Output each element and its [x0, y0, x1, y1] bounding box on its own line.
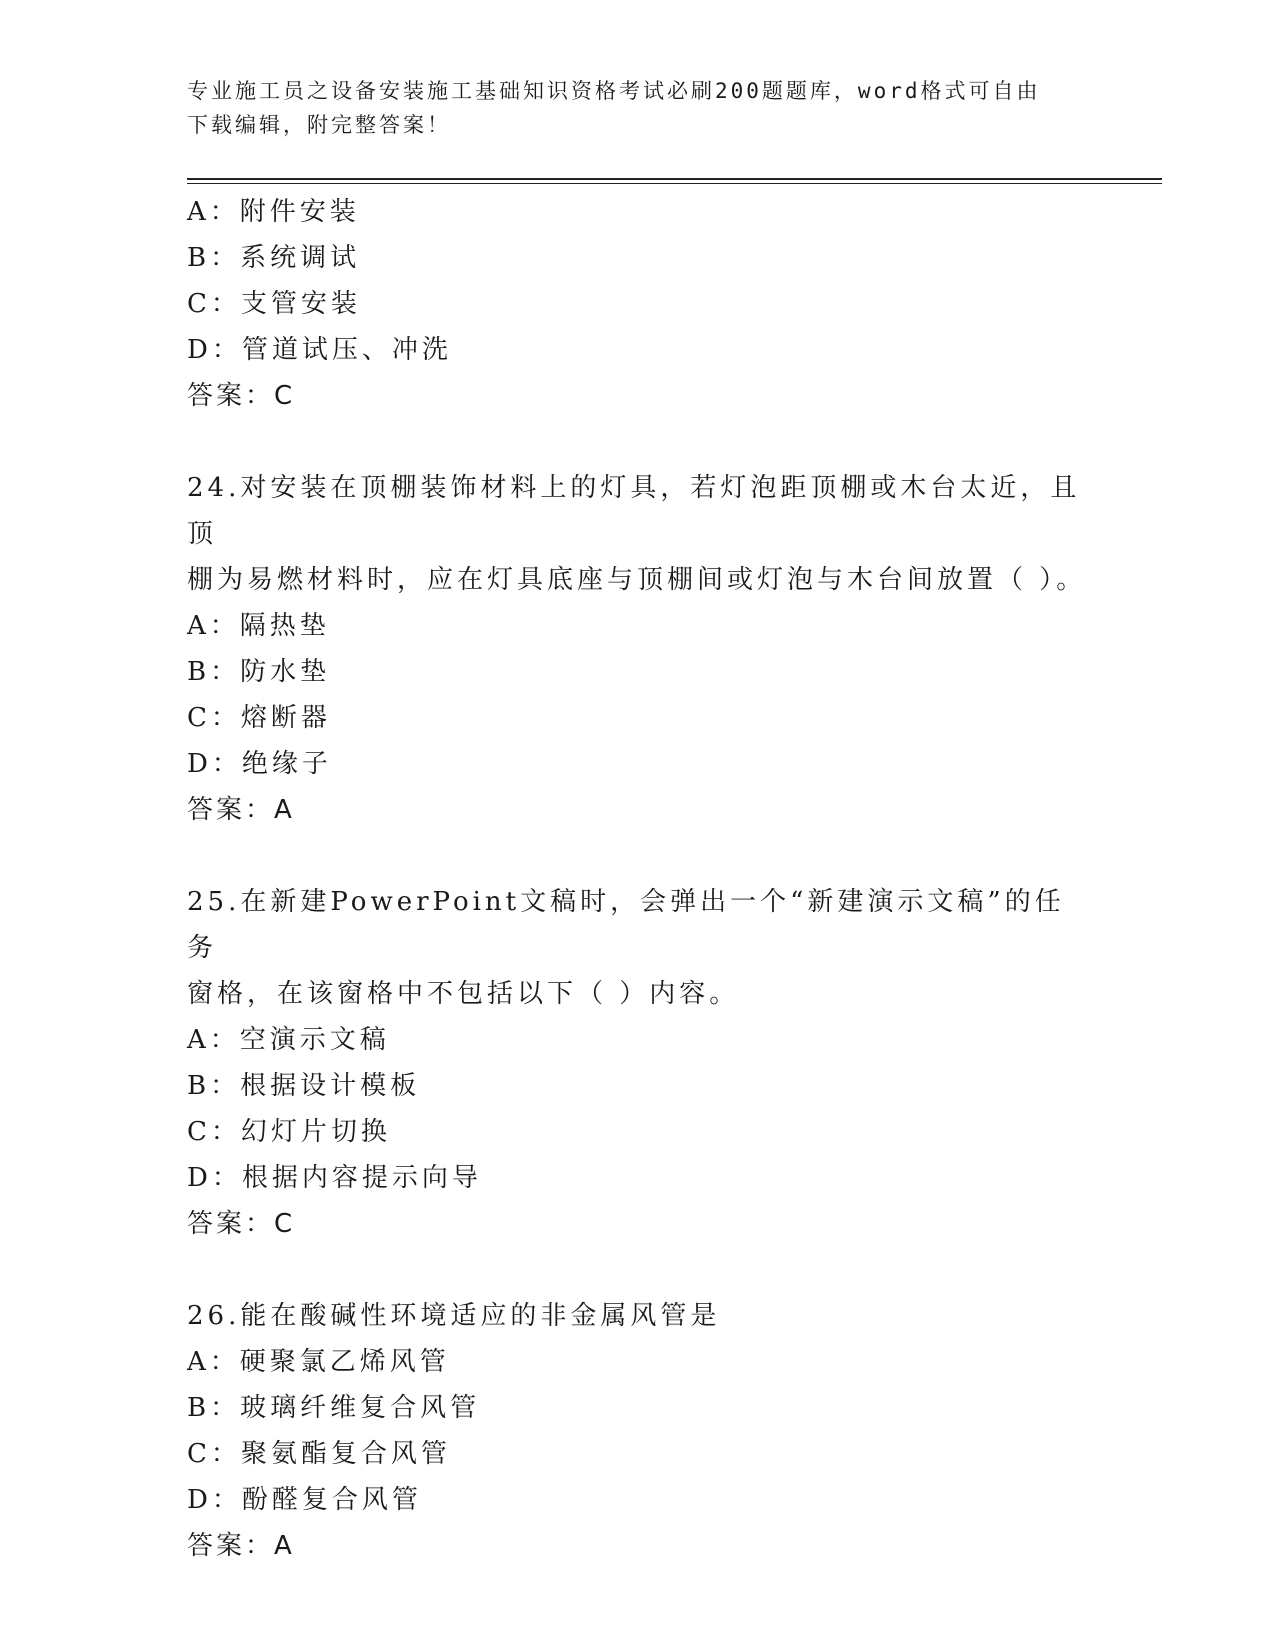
option-b: B：根据设计模板 [187, 1071, 421, 1101]
option-c: C：聚氨酯复合风管 [187, 1439, 451, 1469]
header-line-2: 下载编辑，附完整答案！ [187, 113, 451, 137]
question-text-line-1: 25.在新建PowerPoint文稿时，会弹出一个“新建演示文稿”的任务 [187, 887, 1065, 963]
question-26-block [187, 1293, 1087, 1569]
option-a: A：空演示文稿 [187, 1025, 390, 1055]
document-body [187, 189, 1087, 1569]
question-text-line-1: 24.对安装在顶棚装饰材料上的灯具，若灯泡距顶棚或木台太近，且顶 [187, 473, 1081, 549]
option-b: B：系统调试 [187, 243, 361, 273]
option-a: A：硬聚氯乙烯风管 [187, 1347, 450, 1377]
header-divider-thick [187, 178, 1162, 180]
header-line-1: 专业施工员之设备安装施工基础知识资格考试必刷200题题库，word格式可自由 [187, 79, 1041, 103]
option-d: D：管道试压、冲洗 [187, 335, 452, 365]
question-text-line-1: 26.能在酸碱性环境适应的非金属风管是 [187, 1301, 721, 1331]
question-24-block [187, 465, 1087, 833]
answer-line: 答案：C [187, 381, 296, 411]
option-d: D：绝缘子 [187, 749, 332, 779]
answer-line: 答案：A [187, 795, 295, 825]
option-b: B：防水垫 [187, 657, 331, 687]
option-a: A：附件安装 [187, 197, 360, 227]
option-c: C：幻灯片切换 [187, 1117, 391, 1147]
header-divider-thin [187, 183, 1162, 184]
answer-line: 答案：A [187, 1531, 295, 1561]
document-header [187, 74, 1087, 142]
question-25-block [187, 879, 1087, 1247]
option-d: D：根据内容提示向导 [187, 1163, 482, 1193]
option-a: A：隔热垫 [187, 611, 330, 641]
question-text-line-2: 窗格，在该窗格中不包括以下（ ）内容。 [187, 979, 740, 1009]
answer-line: 答案：C [187, 1209, 296, 1239]
question-23-block [187, 189, 1087, 419]
option-b: B：玻璃纤维复合风管 [187, 1393, 481, 1423]
option-d: D：酚醛复合风管 [187, 1485, 422, 1515]
option-c: C：熔断器 [187, 703, 331, 733]
option-c: C：支管安装 [187, 289, 361, 319]
question-text-line-2: 棚为易燃材料时，应在灯具底座与顶棚间或灯泡与木台间放置（ ）。 [187, 565, 1087, 595]
